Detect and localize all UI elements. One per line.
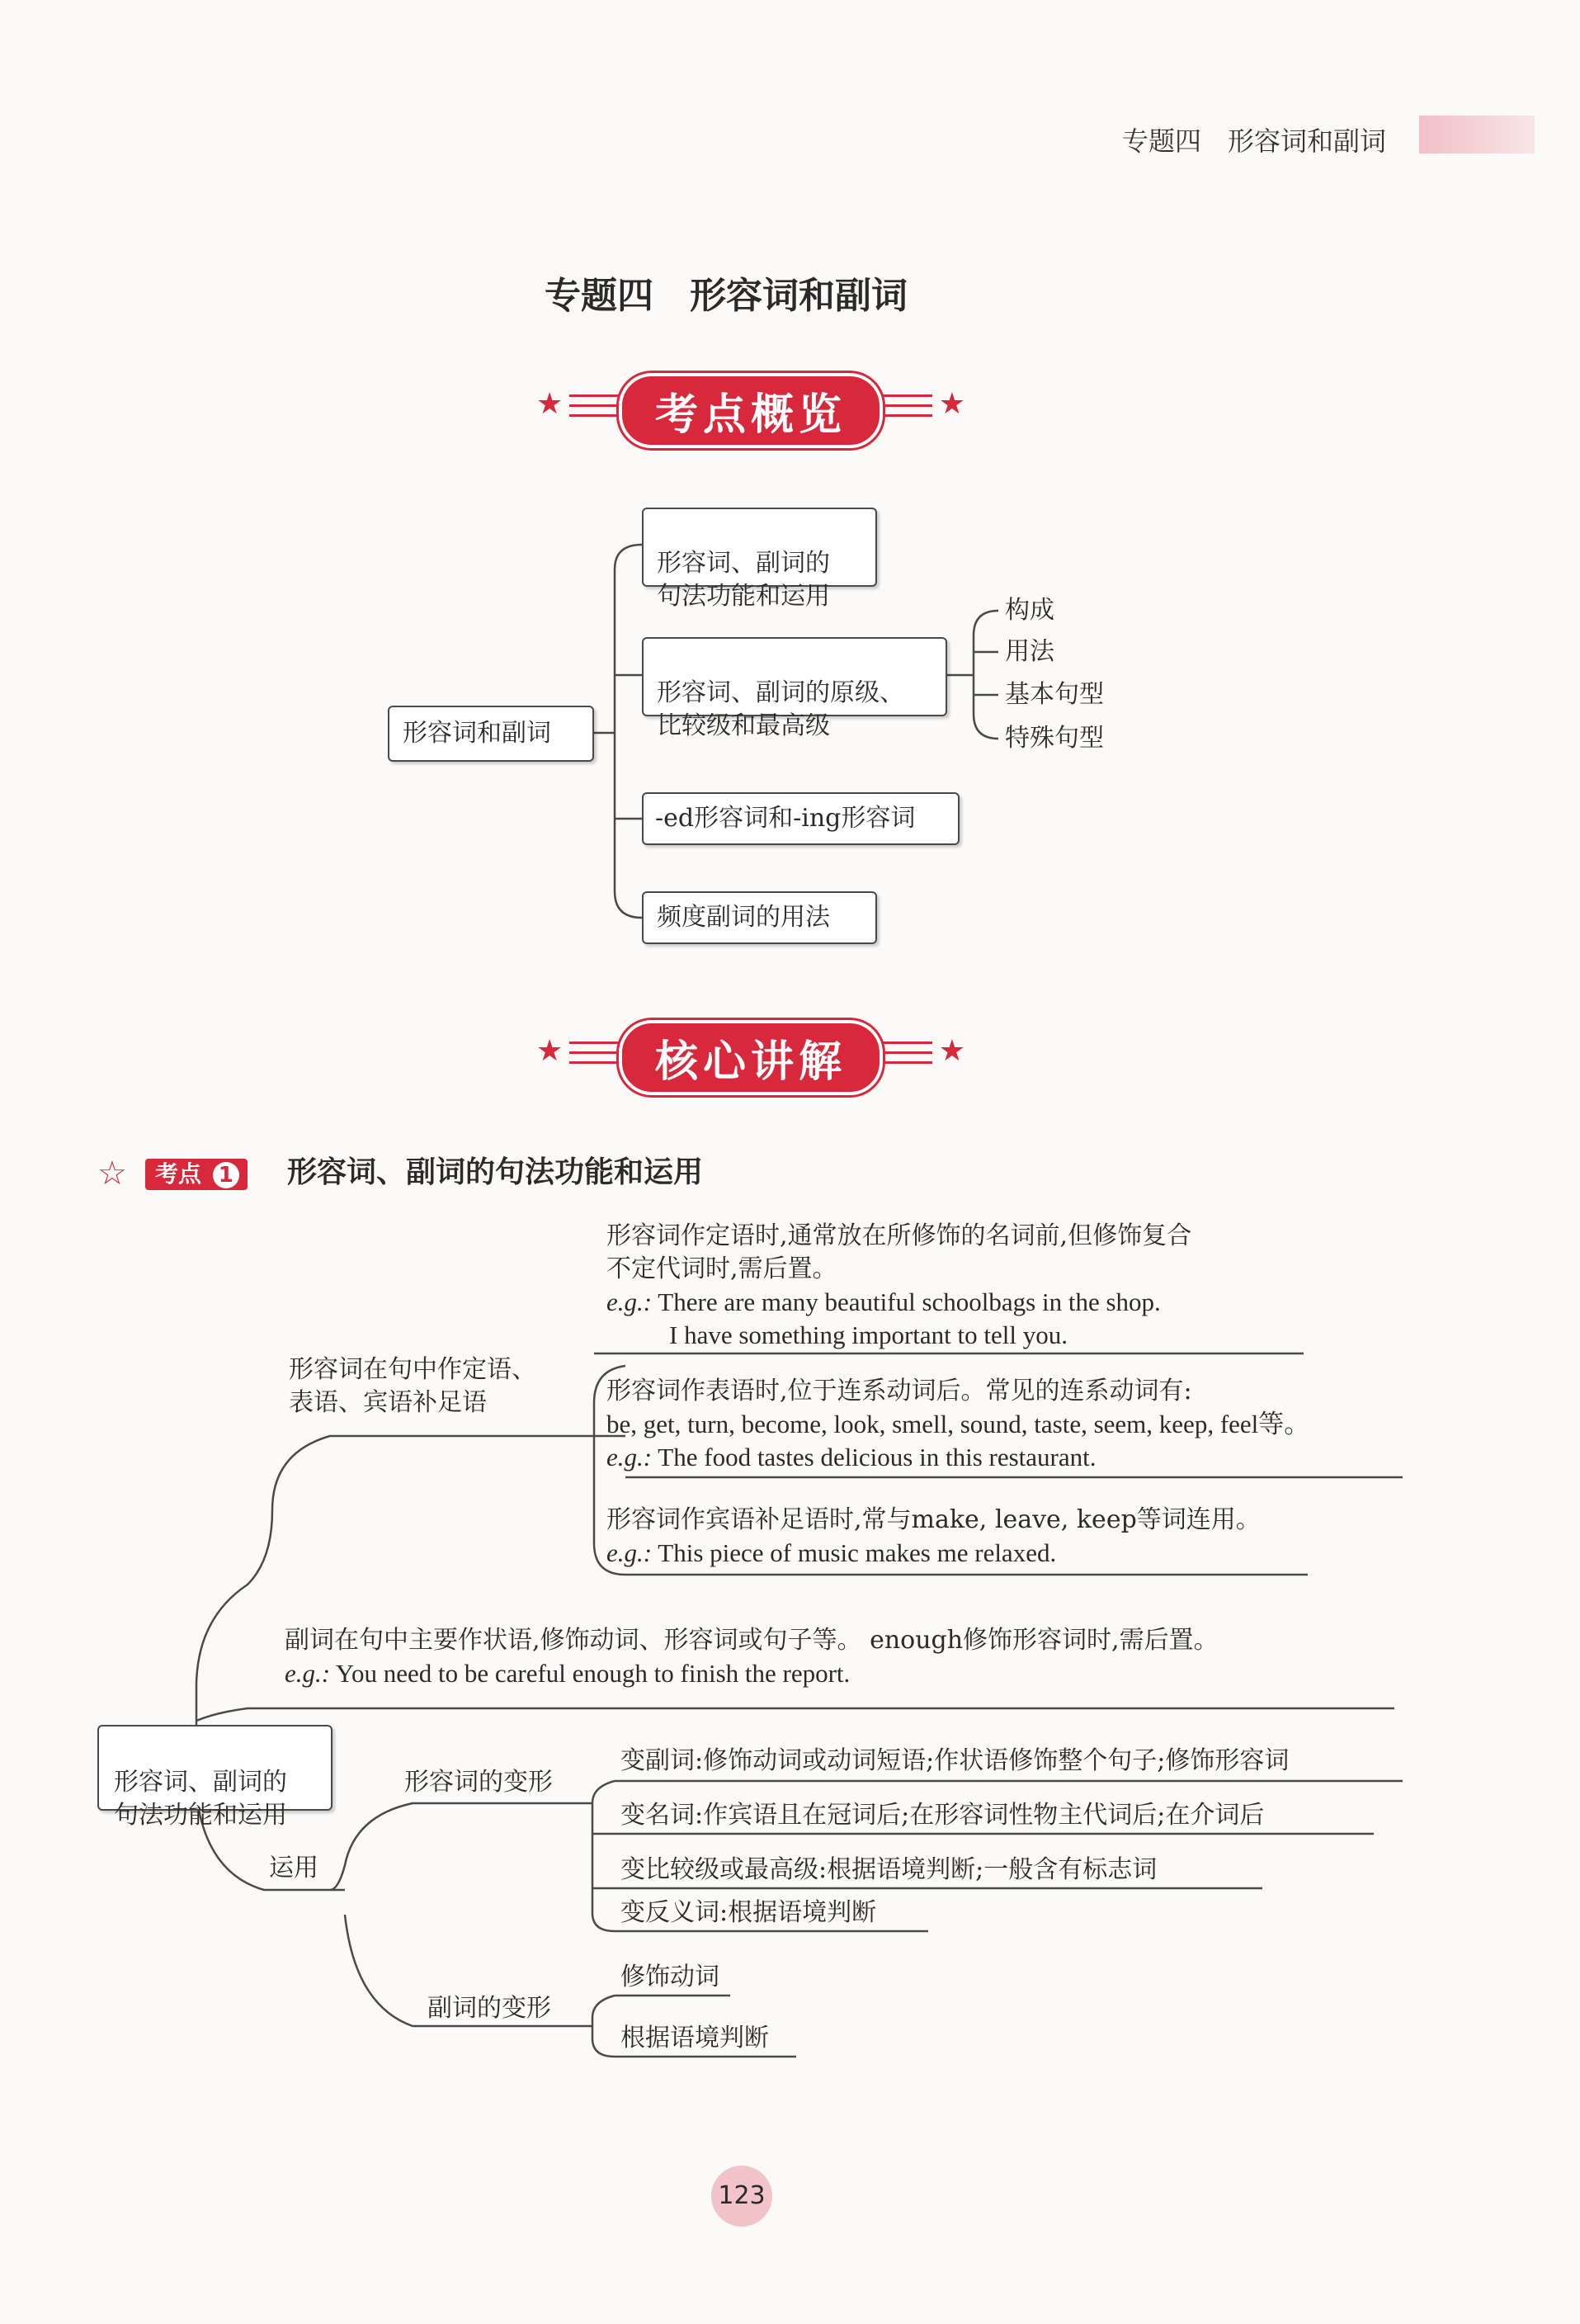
text-line: 副词在句中主要作状语,修饰动词、形容词或句子等。 enough修饰形容词时,需后置。	[285, 1626, 1219, 1655]
eg-prefix: e.g.:	[606, 1287, 653, 1316]
overview-banner-title: 考点概览	[619, 373, 883, 448]
star-icon: ★	[938, 1034, 965, 1068]
child-special-pattern: 特殊句型	[1005, 724, 1104, 753]
branch-label: -ed形容词和-ing形容词	[655, 804, 916, 833]
point-number: 1	[213, 1162, 239, 1188]
branch-label: 形容词、副词的原级、 比较级和最高级	[657, 678, 904, 740]
point-tag-label: 考点	[155, 1160, 202, 1188]
adj-change-label: 形容词的变形	[404, 1768, 553, 1797]
child-basic-pattern: 基本句型	[1005, 680, 1104, 709]
core-root-label: 形容词、副词的 句法功能和运用	[114, 1768, 287, 1830]
adj-item-predicative	[606, 1375, 1309, 1474]
core-root-node	[97, 1725, 333, 1830]
overview-root-label: 形容词和副词	[403, 719, 551, 748]
adj-item-attributive	[606, 1220, 1191, 1352]
example-sentence: You need to be careful enough to finish the report.	[335, 1659, 851, 1688]
adj-change-item: 变副词:修饰动词或动词短语;作状语修饰整个句子;修饰形容词	[620, 1746, 1290, 1775]
core-banner-title: 核心讲解	[619, 1020, 883, 1095]
adv-change-label: 副词的变形	[427, 1994, 551, 2023]
child-form: 构成	[1005, 596, 1054, 625]
text-line: be, get, turn, become, look, smell, sound, taste, seem, keep, feel等。	[606, 1410, 1310, 1438]
adv-change-item: 根据语境判断	[620, 2024, 769, 2052]
adv-branch	[285, 1624, 1219, 1690]
star-icon: ★	[536, 387, 564, 421]
example-sentence: I have something important to tell you.	[669, 1320, 1068, 1349]
adj-change-item: 变反义词:根据语境判断	[620, 1898, 877, 1927]
example-sentence: This piece of music makes me relaxed.	[658, 1538, 1057, 1567]
adj-item-complement	[606, 1504, 1261, 1570]
adj-change-item: 变名词:作宾语且在冠词后;在形容词性物主代词后;在介词后	[620, 1801, 1265, 1830]
child-usage: 用法	[1005, 637, 1054, 666]
adv-change-item: 修饰动词	[620, 1963, 719, 1991]
adj-change-item: 变比较级或最高级:根据语境判断;一般含有标志词	[620, 1855, 1158, 1884]
star-icon: ★	[938, 387, 965, 421]
point-title: 形容词、副词的句法功能和运用	[287, 1155, 704, 1189]
branch-label: 形容词、副词的 句法功能和运用	[657, 549, 830, 611]
running-header: 专题四 形容词和副词	[1122, 125, 1387, 157]
example-sentence: There are many beautiful schoolbags in the shop.	[658, 1287, 1161, 1316]
example-sentence: The food tastes delicious in this restaurant.	[658, 1443, 1097, 1471]
text-line: 不定代词时,需后置。	[606, 1254, 837, 1283]
eg-prefix: e.g.:	[606, 1443, 653, 1471]
eg-prefix: e.g.:	[285, 1659, 331, 1688]
page-title: 专题四 形容词和副词	[545, 275, 908, 317]
usage-label: 运用	[269, 1854, 318, 1882]
eg-prefix: e.g.:	[606, 1538, 653, 1567]
person-star-icon: ☆	[97, 1155, 127, 1193]
text-line: 形容词作宾语补足语时,常与make, leave, keep等词连用。	[606, 1505, 1261, 1534]
text-line: 形容词作定语时,通常放在所修饰的名词前,但修饰复合	[606, 1221, 1192, 1250]
text-line: 形容词作表语时,位于连系动词后。常见的连系动词有:	[606, 1377, 1192, 1405]
star-icon: ★	[536, 1034, 564, 1068]
page-number: 123	[711, 2166, 772, 2227]
adj-branch-label: 形容词在句中作定语、 表语、宾语补足语	[289, 1355, 536, 1417]
branch-label: 频度副词的用法	[657, 903, 830, 932]
